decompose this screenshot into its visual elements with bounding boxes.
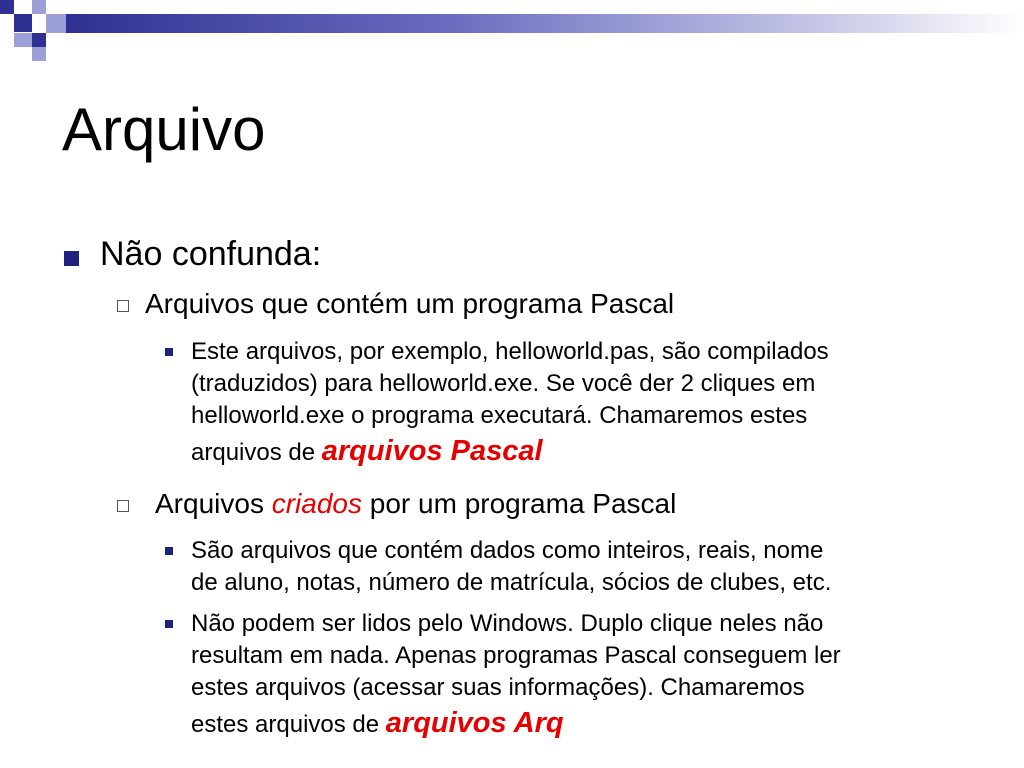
detail-text [191, 608, 971, 744]
hollow-square-bullet-icon [117, 300, 129, 312]
small-square-bullet-icon [165, 620, 173, 628]
detail-line: estes arquivos (acessar suas informações). Chamaremos [191, 674, 805, 701]
sub-bullet-label: Arquivos que contém um programa Pascal [145, 288, 675, 319]
small-square-bullet-icon [165, 547, 173, 555]
emphasis-arquivos-arq: arquivos Arq [385, 707, 564, 739]
header-gradient-bar [66, 14, 1024, 33]
detail-text [191, 535, 971, 599]
label-suffix: por um programa Pascal [361, 488, 677, 519]
detail-line: Este arquivos, por exemplo, helloworld.pas, são compilados [191, 338, 829, 365]
detail-line: (traduzidos) para helloworld.exe. Se você der 2 cliques em [191, 370, 816, 397]
detail-line: arquivos de [191, 439, 322, 466]
detail-line: de aluno, notas, número de matrícula, sócios de clubes, etc. [191, 569, 832, 596]
label-prefix: Arquivos [155, 488, 272, 519]
bullet-label: Não confunda: [100, 235, 322, 273]
square-bullet-icon [64, 251, 79, 266]
detail-line: estes arquivos de [191, 711, 386, 738]
hollow-square-bullet-icon [117, 500, 129, 512]
detail-text [191, 336, 971, 472]
detail-line: São arquivos que contém dados como inteiros, reais, nome [191, 537, 824, 564]
small-square-bullet-icon [165, 348, 173, 356]
detail-line: resultam em nada. Apenas programas Pascal conseguem ler [191, 642, 841, 669]
sub-bullet-label [155, 487, 676, 521]
detail-line: helloworld.exe o programa executará. Chamaremos estes [191, 402, 808, 429]
emphasis-criados: criados [271, 488, 362, 519]
emphasis-arquivos-pascal: arquivos Pascal [321, 435, 543, 467]
detail-line: Não podem ser lidos pelo Windows. Duplo clique neles não [191, 610, 824, 637]
slide-title: Arquivo [62, 96, 266, 163]
